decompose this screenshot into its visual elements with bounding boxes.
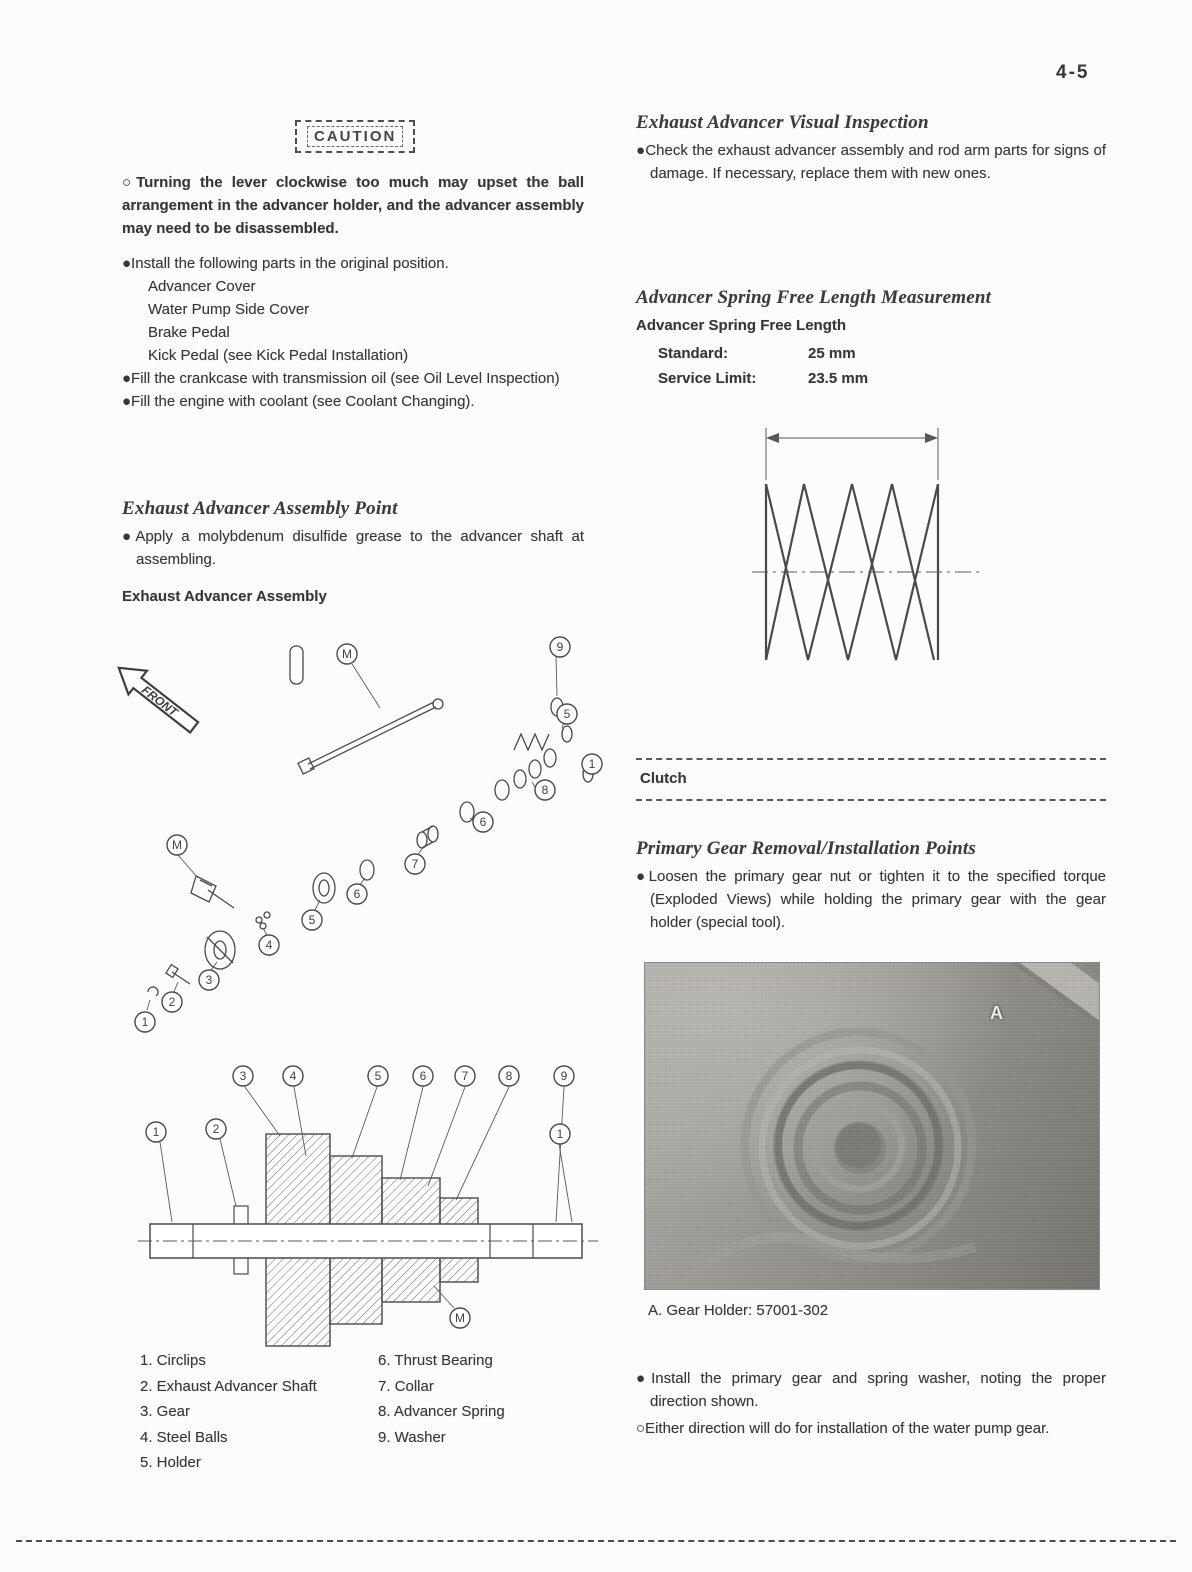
page-number: 4-5 [1056, 62, 1090, 83]
spring-diagram [752, 422, 982, 677]
assembly-diagram-label: Exhaust Advancer Assembly [122, 588, 327, 605]
inspection-heading: Exhaust Advancer Visual Inspection [636, 112, 929, 133]
parts-list-col1 [140, 1348, 375, 1476]
callout: 1 [588, 757, 596, 771]
divider [636, 799, 1106, 801]
spec-row-service-limit [658, 366, 868, 391]
service-limit-label: Service Limit: [658, 370, 757, 387]
callout: M [342, 647, 352, 661]
callout: 6 [419, 1069, 427, 1083]
caution-box [295, 120, 415, 153]
callout: M [455, 1311, 465, 1325]
primary-gear-text: ●Loosen the primary gear nut or tighten it to the specified torque (Exploded Views) while holding the primary gear with the gear holder (special tool). [636, 868, 1106, 931]
callout: 3 [239, 1069, 247, 1083]
list-item: Water Pump Side Cover [148, 300, 310, 318]
callout: 4 [265, 938, 273, 952]
part-item: 1. Circlips [140, 1352, 206, 1369]
front-arrow [112, 656, 204, 739]
photo-caption: A. Gear Holder: 57001-302 [648, 1302, 829, 1319]
part-item: 5. Holder [140, 1454, 201, 1471]
callout: 4 [289, 1069, 297, 1083]
list-item: Advancer Cover [148, 277, 256, 295]
callout: 2 [212, 1122, 220, 1136]
part-item: 2. Exhaust Advancer Shaft [140, 1377, 317, 1395]
callout: 6 [353, 887, 361, 901]
callout: 1 [152, 1125, 160, 1139]
install-intro: ●Install the following parts in the original position. [122, 255, 449, 272]
gear-holder-photo [644, 962, 1100, 1290]
fill-coolant-text: ●Fill the engine with coolant (see Coolant Changing). [122, 392, 475, 410]
clutch-section-label: Clutch [640, 770, 687, 787]
caution-text: ○Turning the lever clockwise too much may upset the ball arrangement in the advancer holder, and the advancer assembly may need to be disassembled. [122, 174, 584, 237]
callout: 5 [563, 707, 571, 721]
parts-list-col2 [378, 1348, 598, 1450]
part-item: 6. Thrust Bearing [378, 1352, 493, 1369]
callout: 8 [505, 1069, 513, 1083]
spring-measurement-heading: Advancer Spring Free Length Measurement [636, 287, 992, 308]
standard-label: Standard: [658, 345, 729, 362]
photo-annotation-a: A [990, 1003, 1003, 1023]
spec-row-standard [658, 341, 868, 366]
part-item: 8. Advancer Spring [378, 1403, 505, 1420]
service-limit-value: 23.5 mm [808, 370, 869, 387]
callout: 7 [411, 857, 419, 871]
assembly-point-text: ●Apply a molybdenum disulfide grease to the advancer shaft at assembling. [122, 528, 584, 568]
primary-gear-heading: Primary Gear Removal/Installation Points [636, 838, 976, 859]
callout: 8 [541, 783, 549, 797]
callout: 5 [374, 1069, 382, 1083]
part-item: 3. Gear [140, 1403, 191, 1420]
callout: 9 [560, 1069, 568, 1083]
list-item: Kick Pedal (see Kick Pedal Installation) [148, 346, 409, 364]
assembly-point-heading: Exhaust Advancer Assembly Point [122, 498, 398, 519]
cross-section-diagram [138, 1056, 598, 1356]
either-direction-text: ○Either direction will do for installation of the water pump gear. [636, 1420, 1050, 1437]
install-primary-text: ●Install the primary gear and spring washer, noting the proper direction shown. [636, 1370, 1106, 1410]
part-item: 9. Washer [378, 1428, 446, 1446]
callout: 5 [308, 913, 316, 927]
callout: 7 [461, 1069, 469, 1083]
exploded-diagram [112, 622, 612, 1057]
part-item: 4. Steel Balls [140, 1428, 228, 1446]
callout: 1 [141, 1015, 149, 1029]
callout: 2 [168, 995, 176, 1009]
callout: 1 [556, 1127, 564, 1141]
install-list [122, 253, 586, 414]
standard-value: 25 mm [808, 345, 856, 362]
page-bottom-rule [16, 1540, 1176, 1542]
front-label: FRONT [139, 682, 181, 720]
part-item: 7. Collar [378, 1377, 434, 1395]
callout: M [172, 838, 182, 852]
inspection-text: ●Check the exhaust advancer assembly and rod arm parts for signs of damage. If necessary, replace them with new ones. [636, 142, 1106, 182]
callout: 3 [205, 973, 213, 987]
fill-oil-text: ●Fill the crankcase with transmission oil (see Oil Level Inspection) [122, 369, 560, 387]
callout: 9 [556, 640, 564, 654]
spring-subheading: Advancer Spring Free Length [636, 317, 847, 334]
caution-label: CAUTION [307, 126, 403, 147]
spring-spec-table [658, 341, 868, 391]
list-item: Brake Pedal [148, 323, 230, 341]
callout: 6 [479, 815, 487, 829]
divider [636, 758, 1106, 760]
